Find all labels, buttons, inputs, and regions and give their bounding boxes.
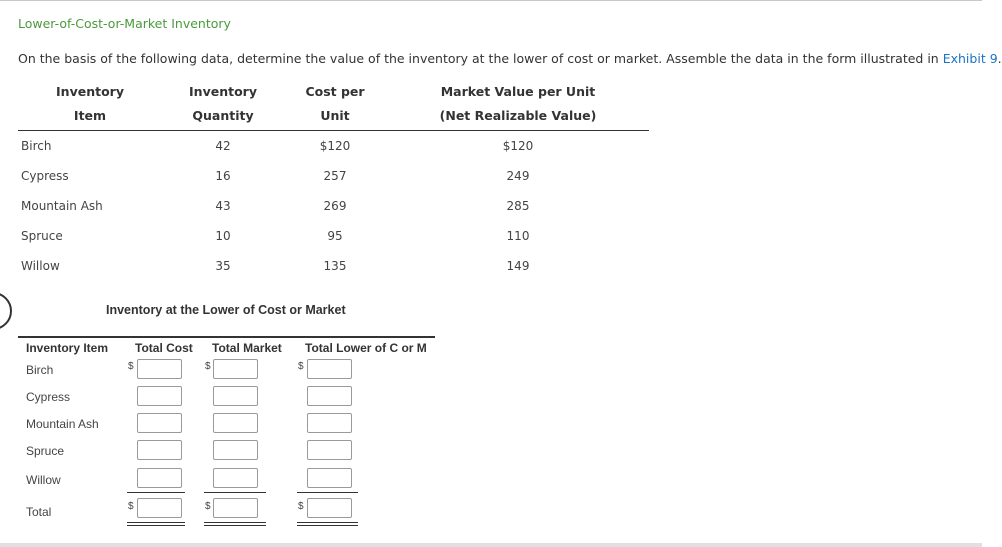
currency-symbol: $ [205, 361, 211, 372]
exhibit-link[interactable]: Exhibit 9 [942, 51, 998, 66]
willow-total-lower-input[interactable] [307, 468, 352, 488]
row-cost: 95 [327, 229, 343, 243]
willow-total-market-input[interactable] [213, 468, 258, 488]
answer-total-label: Total [26, 505, 52, 519]
row-item: Birch [21, 139, 52, 153]
spruce-total-lower-input[interactable] [307, 440, 352, 460]
row-cost: $120 [319, 139, 351, 153]
currency-symbol: $ [128, 361, 134, 372]
total-cost-input[interactable] [137, 498, 182, 518]
total-double-rule [204, 522, 266, 526]
instructions-text: On the basis of the following data, determine the value of the inventory at the lower of cost or market. Assemble the data in the form illustrated in [18, 51, 943, 66]
row-qty: 35 [215, 259, 231, 273]
willow-total-cost-input[interactable] [137, 468, 182, 488]
cypress-total-lower-input[interactable] [307, 386, 352, 406]
spruce-total-market-input[interactable] [213, 440, 258, 460]
data-table-header-rule [18, 130, 649, 131]
problem-title: Lower-of-Cost-or-Market Inventory [18, 16, 231, 31]
mountain-ash-total-lower-input[interactable] [307, 413, 352, 433]
row-market: $120 [502, 139, 534, 153]
row-qty: 10 [215, 229, 231, 243]
header-market-line2: (Net Realizable Value) [439, 108, 597, 123]
mountain-ash-total-cost-input[interactable] [137, 413, 182, 433]
row-market: 149 [506, 259, 530, 273]
row-qty: 16 [215, 169, 231, 183]
instructions-end: . [997, 51, 1002, 66]
row-market: 110 [506, 229, 530, 243]
total-market-input[interactable] [213, 498, 258, 518]
answer-header-rule [18, 336, 435, 338]
spruce-total-cost-input[interactable] [137, 440, 182, 460]
row-market: 249 [506, 169, 530, 183]
row-item: Mountain Ash [21, 199, 103, 213]
row-item: Cypress [21, 169, 69, 183]
birch-total-lower-input[interactable] [307, 359, 352, 379]
answer-row-label: Cypress [26, 390, 71, 404]
mountain-ash-total-market-input[interactable] [213, 413, 258, 433]
cypress-total-cost-input[interactable] [137, 386, 182, 406]
collapse-circle-icon[interactable] [0, 292, 12, 330]
header-item-line1: Inventory [56, 84, 124, 99]
answer-row-label: Willow [26, 473, 61, 487]
total-double-rule [297, 522, 358, 526]
row-qty: 43 [215, 199, 231, 213]
row-cost: 135 [323, 259, 347, 273]
answer-header-total-market: Total Market [212, 341, 282, 355]
answer-row-label: Mountain Ash [26, 417, 99, 431]
subtotal-rule [297, 492, 358, 493]
header-qty-line1: Inventory [189, 84, 257, 99]
total-lower-input[interactable] [307, 498, 352, 518]
birch-total-market-input[interactable] [213, 359, 258, 379]
row-qty: 42 [215, 139, 231, 153]
instructions [18, 51, 1002, 66]
bottom-divider [0, 543, 982, 547]
answer-section-title: Inventory at the Lower of Cost or Market [106, 303, 346, 317]
row-market: 285 [506, 199, 530, 213]
header-market-line1: Market Value per Unit [440, 84, 596, 99]
currency-symbol: $ [128, 501, 134, 512]
answer-header-item: Inventory Item [26, 341, 109, 355]
currency-symbol: $ [205, 501, 211, 512]
answer-row-label: Birch [26, 363, 54, 377]
subtotal-rule [204, 492, 266, 493]
row-item: Willow [21, 259, 60, 273]
row-cost: 269 [323, 199, 347, 213]
birch-total-cost-input[interactable] [137, 359, 182, 379]
header-qty-line2: Quantity [192, 108, 254, 123]
subtotal-rule [127, 492, 185, 493]
currency-symbol: $ [298, 361, 304, 372]
row-item: Spruce [21, 229, 63, 243]
top-divider [0, 0, 982, 1]
total-double-rule [127, 522, 185, 526]
header-cost-line2: Unit [320, 108, 350, 123]
row-cost: 257 [323, 169, 347, 183]
answer-header-total-cost: Total Cost [135, 341, 193, 355]
header-cost-line1: Cost per [305, 84, 365, 99]
cypress-total-market-input[interactable] [213, 386, 258, 406]
answer-row-label: Spruce [26, 444, 65, 458]
answer-header-total-lower: Total Lower of C or M [305, 341, 427, 355]
currency-symbol: $ [298, 501, 304, 512]
header-item-line2: Item [73, 108, 107, 123]
